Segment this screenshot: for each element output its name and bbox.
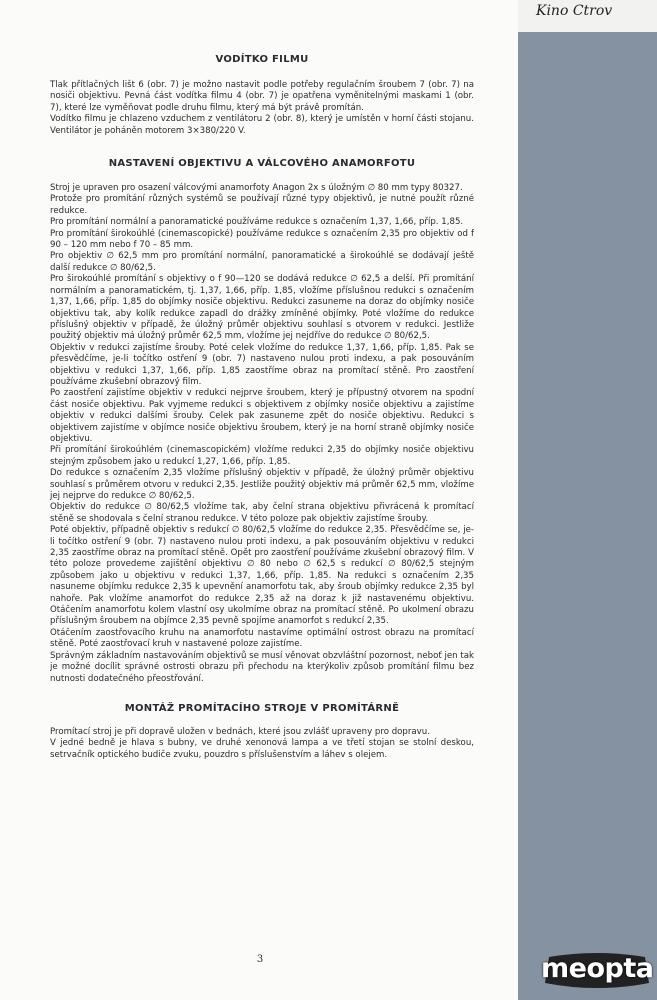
paragraph: Pro promítání širokoúhlé (cinemascopické) používáme redukce s označením 2,35 pro objektiv od f 90 – 120 mm nebo f 70 – 85 mm. — [50, 228, 474, 251]
paragraph: Pro promítání normální a panoramatické používáme redukce s označením 1,37, 1,66, příp. 1,85. — [50, 217, 464, 228]
paragraph: Tlak přítlačných lišt 6 (obr. 7) je možno nastavit podle potřeby regulačním šroubem 7 (obr. 7) na nosiči objektivu. Pevná část vodítka filmu 4 (obr. 7) je opatřena vyměnitelnými maskami 1 (obr. 7), které lze vyměňovat podle druhu filmu, který má být právě promítán. — [50, 80, 474, 113]
logo-text: meopta — [541, 953, 654, 984]
section-heading: NASTAVENÍ OBJEKTIVU A VÁLCOVÉHO ANAMORFOTU — [108, 158, 416, 170]
paragraph: Otáčením zaostřovacího kruhu na anamorfotu nastavíme optimální ostrost obrazu na promítací stěně. Poté zaostřovací kruh v nastavené poloze zajistíme. — [50, 627, 474, 650]
page-number: 3 — [256, 954, 264, 965]
side-color-band — [518, 0, 657, 1000]
paragraph: Po zaostření zajistíme objektiv v redukci nejprve šroubem, který je přípustný otvorem na spodní část nosiče objektivu. Pak vyjmeme redukci s objektivem z objímky nosiče objektivu a zajistíme objektiv v redukci dalšími šrouby. Celek pak zasuneme zpět do nosiče objektivu. Redukci s objektivem zajistíme v objímce nosiče objektivu šroubem, který je na horní straně objímky nosiče objektivu. — [50, 388, 474, 444]
paragraph: Promítací stroj je při dopravě uložen v bednách, které jsou zvlášť upraveny pro dopravu. — [50, 726, 430, 737]
paragraph: Pro objektiv ∅ 62,5 mm pro promítání normální, panoramatické a širokoúhlé se dodávají ještě další redukce ∅ 80/62,5. — [50, 251, 474, 273]
paragraph: Při promítání širokoúhlém (cinemascopickém) vložíme redukci 2,35 do objímky nosiče objektivu stejným způsobem jako u redukcí 1,27, 1,66, příp. 1,85. — [50, 445, 474, 467]
paragraph: Správným základním nastavováním objektivů se musí věnovat obzvláštní pozornost, neboť jen tak je možné docílit správné ostrosti obrazu při přechodu na kterýkoliv způsob promítání filmu bez nutnosti dodatečného přeostřování. — [50, 650, 474, 684]
section-heading: MONTÁŽ PROMÍTACÍHO STROJE V PROMÍTÁRNĚ — [124, 702, 400, 714]
paragraph: Poté objektiv, případně objektiv s redukcí ∅ 80/62,5 vložíme do redukce 2,35. Přesvědčíme se, je-li točítko ostření 9 (obr. 7) nastaveno nulou proti indexu, a pak posouváním objektivu v redukci 2,35 zaostříme obraz na promítací stěně. Opět pro zaostření používáme zkušební obrazový film. V této poloze provedeme zajištění objektivu ∅ 80 nebo ∅ 62,5 s redukcí ∅ 80/62,5 stejným způsobem jako u objektivu v redukci 1,37, 1,66, příp. 1,85. Na redukci s označením 2,35 nasuneme objímku redukce 2,35 k upevnění anamorfotu tak, aby šroub objímky redukce 2,35 byl nahoře. Pak vložíme anamorfot do redukce 2,35 až na doraz k již nastavenému objektivu. Otáčením anamorfotu kolem vlastní osy ukolmíme obraz na promítací stěně. Po ukolmení obrazu příslušným šroubem na objímce 2,35 pevně spojíme anamorfot s redukcí 2,35. — [50, 525, 474, 627]
paragraph: Do redukce s označením 2,35 vložíme příslušný objektiv v případě, že úložný průměr objektivu souhlasí s průměrem otvoru v redukci 2,35. Jestliže použitý objektiv má průměr 62,5 mm, vložíme jej nejprve do redukce ∅ 80/62,5. — [50, 468, 474, 501]
text-column — [50, 54, 474, 761]
paragraph: V jedné bedně je hlava s bubny, ve druhé xenonová lampa a ve třetí stojan se stolní deskou, setrvačník optického budiče zvuku, pouzdro s příslušenstvím a láhev s olejem. — [50, 738, 474, 760]
paragraph: Objektiv do redukce ∅ 80/62,5 vložíme tak, aby čelní strana objektivu přivrácená k promítací stěně se shodovala s čelní stranou redukce. V této poloze pak objektiv zajistíme šrouby. — [50, 502, 474, 524]
paragraph: Objektiv v redukci zajistíme šrouby. Poté celek vložíme do redukce 1,37, 1,66, příp. 1,85. Pak se přesvědčíme, je-li točítko ostření 9 (obr. 7) nastaveno nulou proti indexu, a pak posouváním objektivu v redukci 1,37, 1,66, příp. 1,85 zaostříme obraz na promítací stěně. Pro zaostření používáme zkušební obrazový film. — [50, 342, 474, 387]
paragraph: Protože pro promítání různých systémů se používají různé typy objektivů, je nutné použít různé redukce. — [50, 194, 474, 216]
paragraph: Stroj je upraven pro osazení válcovými anamorfoty Anagon 2x s úložným ∅ 80 mm typy 80327. — [50, 183, 463, 194]
handwritten-note: Kino Ctrov — [536, 3, 613, 19]
paragraph: Pro širokoúhlé promítání s objektivy o f 90—120 se dodává redukce ∅ 62,5 a delší. Při promítání normálním a panoramatickém, tj. 1,37, 1,66, příp. 1,85, vložíme příslušnou redukci s označením 1,37, 1,66, příp. 1,85 do objímky nosiče objektivu. Redukci zasuneme na doraz do objímky nosiče objektivu tak, aby kolík redukce zapadl do drážky zmíněné objímky. Poté vložíme do redukce příslušný objektiv v případě, že úložný průměr objektivu souhlasí s otvorem v redukci. Jestliže použitý objektiv má úložný průměr 62,5 mm, vložíme jej nejdříve do redukce ∅ 80/62,5. — [50, 274, 474, 342]
meopta-logo — [541, 951, 653, 991]
paragraph: Vodítko filmu je chlazeno vzduchem z ventilátoru 2 (obr. 8), který je umístěn v horní části stojanu. Ventilátor je poháněn motorem 3×380/220 V. — [50, 114, 474, 136]
section-heading: VODÍTKO FILMU — [215, 54, 309, 65]
